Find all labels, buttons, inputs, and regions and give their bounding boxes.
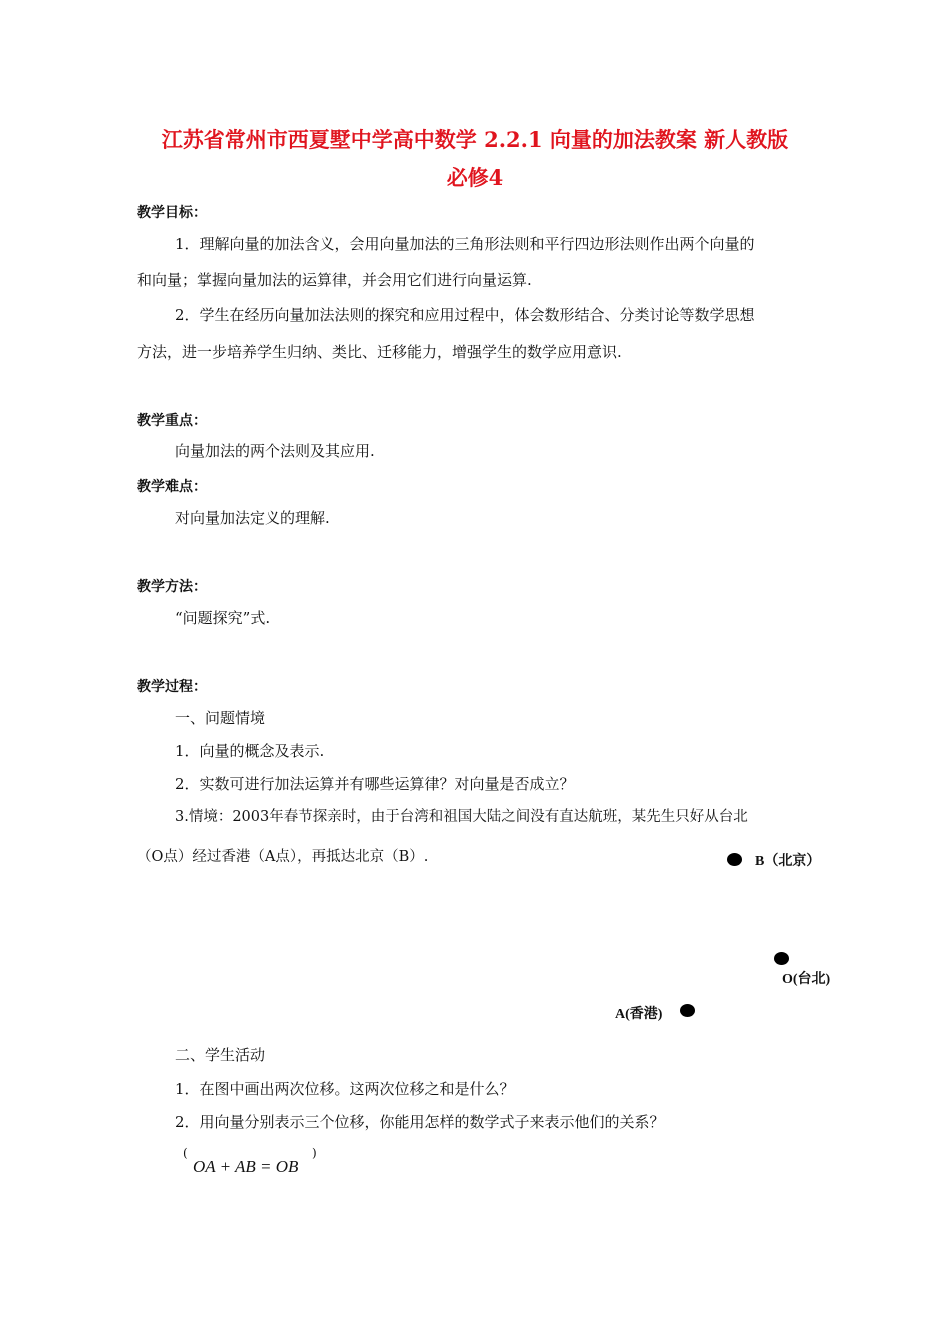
point-b-marker	[727, 853, 742, 866]
document-title-line1: 江苏省常州市西夏墅中学高中数学 2.2.1 向量的加法教案 新人教版	[161, 127, 789, 152]
document-title-line2: 必修4	[446, 165, 504, 190]
goals-heading: 教学目标：	[137, 205, 207, 221]
difficulty-text: 对向量加法定义的理解.	[175, 509, 330, 527]
goal-1-line1: 1．理解向量的加法含义，会用向量加法的三角形法则和平行四边形法则作出两个向量的	[175, 235, 755, 253]
question-3-line1: 3.情境：2003年春节探亲时，由于台湾和祖国大陆之间没有直达航班，某先生只好从台北	[175, 809, 748, 825]
question-1: 1．向量的概念及表示.	[175, 742, 325, 760]
point-o-marker	[774, 952, 789, 965]
method-heading: 教学方法：	[137, 579, 207, 595]
point-a-marker	[680, 1004, 695, 1017]
point-a-label: A(香港)	[615, 1007, 663, 1022]
question-2: 2．实数可进行加法运算并有哪些运算律？对向量是否成立？	[175, 775, 575, 793]
point-b-label: B（北京）	[755, 854, 821, 869]
section-2-heading: 二、学生活动	[175, 1046, 266, 1064]
key-point-heading: 教学重点：	[137, 413, 207, 429]
equation-paren-close: )	[312, 1146, 317, 1160]
key-point-text: 向量加法的两个法则及其应用.	[175, 442, 375, 460]
process-heading: 教学过程：	[137, 679, 207, 695]
point-o-label: O(台北)	[782, 972, 831, 987]
question-3-line2: （O点）经过香港（A点），再抵达北京（B）.	[137, 849, 429, 865]
goal-1-line2: 和向量；掌握向量加法的运算律，并会用它们进行向量运算.	[137, 271, 532, 289]
goal-2-line1: 2．学生在经历向量加法法则的探究和应用过程中，体会数形结合、分类讨论等数学思想	[175, 306, 755, 324]
difficulty-heading: 教学难点：	[137, 479, 207, 495]
activity-2: 2．用向量分别表示三个位移，你能用怎样的数学式子来表示他们的关系？	[175, 1113, 665, 1131]
vector-equation: OA + AB = OB	[193, 1157, 299, 1176]
equation-paren-open: (	[183, 1146, 188, 1160]
method-text: “问题探究”式.	[175, 609, 271, 627]
goal-2-line2: 方法，进一步培养学生归纳、类比、迁移能力，增强学生的数学应用意识.	[137, 343, 622, 361]
activity-1: 1．在图中画出两次位移。这两次位移之和是什么？	[175, 1080, 515, 1098]
section-1-heading: 一、问题情境	[175, 709, 266, 727]
